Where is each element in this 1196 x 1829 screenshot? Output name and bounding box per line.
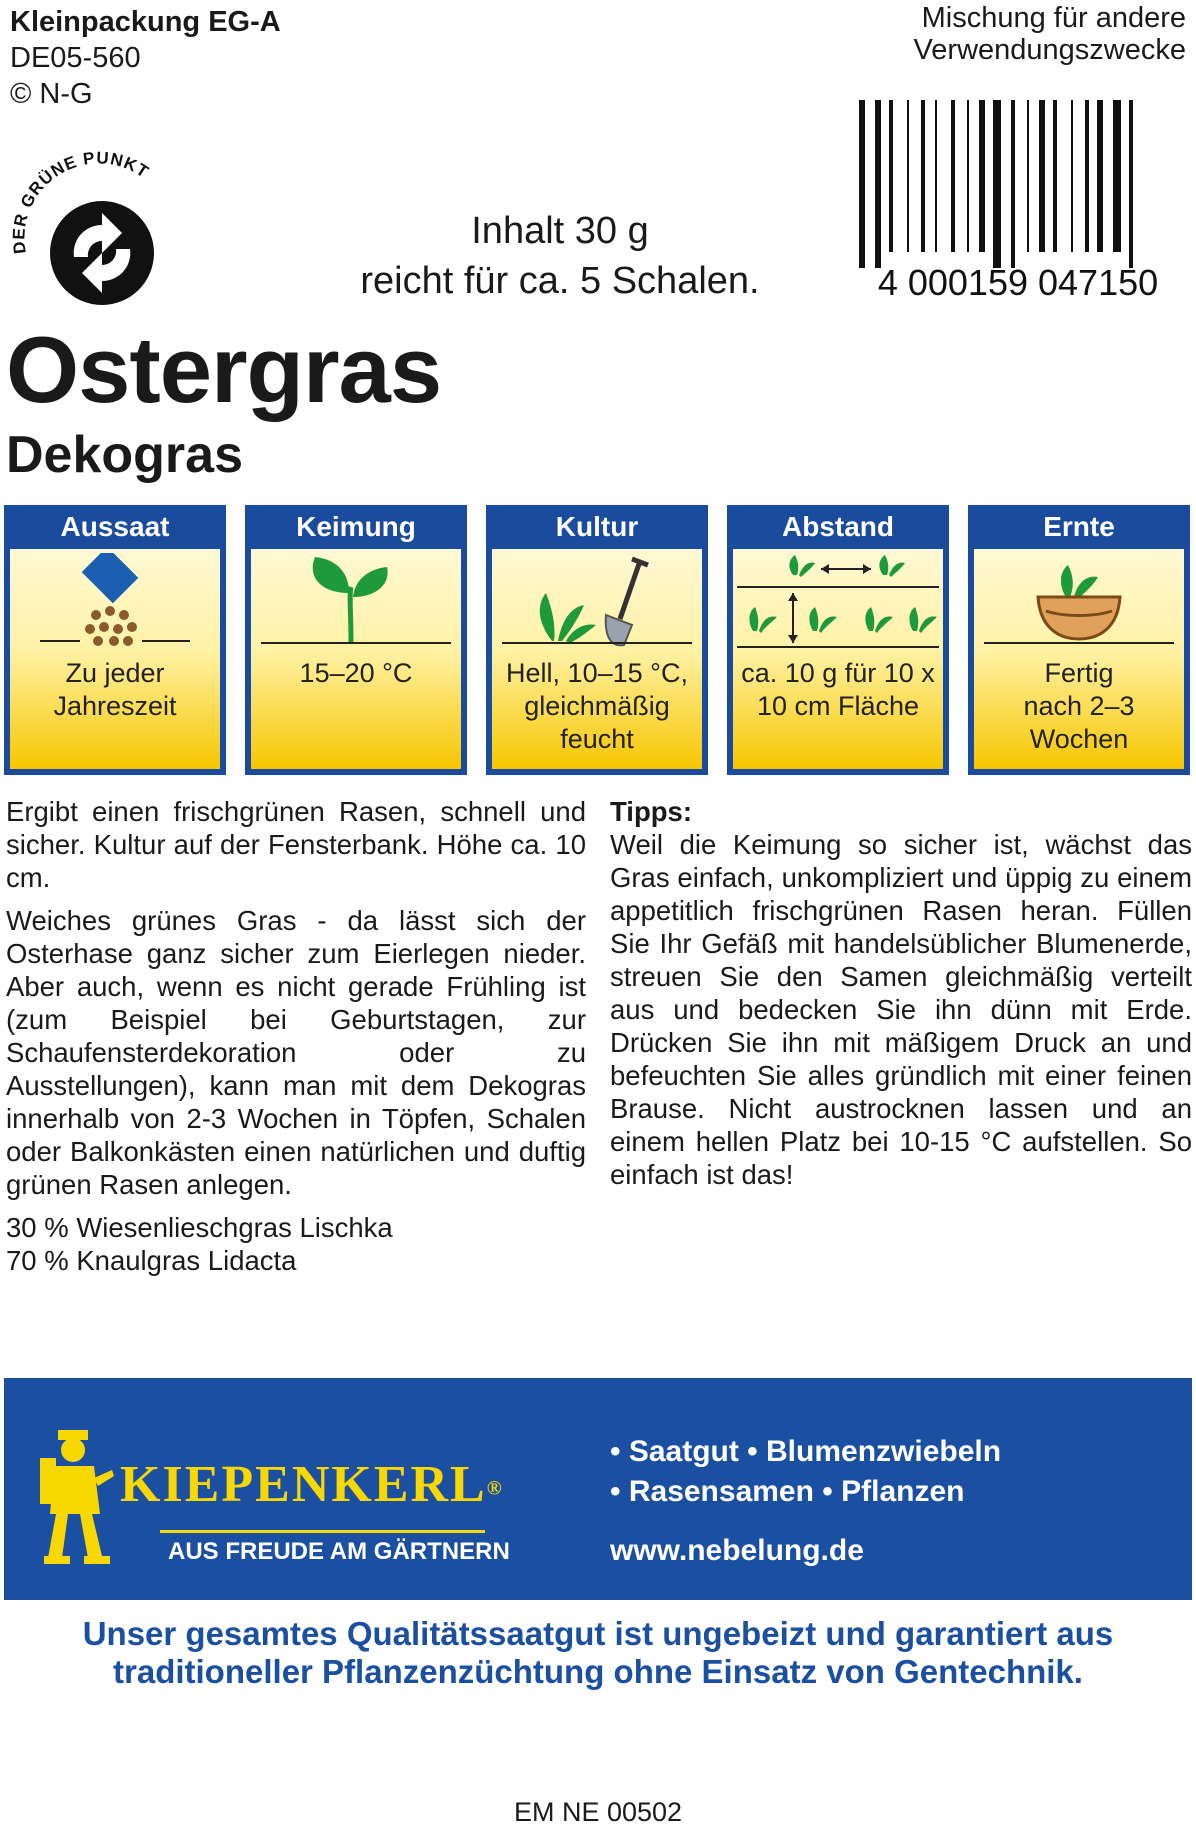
- category-line1: • Saatgut • Blumenzwiebeln: [610, 1435, 1002, 1468]
- seed-bag-icon: [10, 553, 220, 653]
- content-yield: reicht für ca. 5 Schalen.: [360, 260, 760, 302]
- info-box-head: Keimung: [245, 505, 467, 549]
- description-para2: Weiches grünes Gras - da lässt sich der Osterhase ganz sicher zum Eierlegen nieder. Aber auch, wenn es nicht gerade Frühling ist (zum Beispiel bei Geburtstagen, zur Schaufensterdekoration oder zu Ausstellungen), kann man mit dem Dekogras innerhalb von 2-3 Wochen in Töpfen, Schalen oder Balkonkästen einen natürlichen und duftig grünen Rasen anlegen.: [6, 905, 586, 1200]
- info-box-head: Kultur: [486, 505, 708, 549]
- kiepenkerl-figure-icon: [40, 1418, 120, 1568]
- quality-statement: Unser gesamtes Qualitätssaatgut ist ungebeizt und garantiert aus traditioneller Pflanzenzüchtung ohne Einsatz von Gentechnik.: [82, 1615, 1114, 1690]
- barcode-bar: [967, 100, 969, 252]
- barcode-bar: [889, 100, 893, 252]
- seed-mix-line2: 70 % Knaulgras Lidacta: [6, 1245, 297, 1276]
- footer-code: EM NE 00502: [513, 1797, 683, 1827]
- info-box-text: Zu jeder Jahreszeit: [53, 658, 177, 721]
- harvest-bowl-icon: [974, 553, 1184, 653]
- info-box-text: Fertig nach 2–3 Wochen: [1023, 658, 1135, 754]
- info-box-aussaat: [4, 505, 226, 775]
- content-info: [330, 206, 790, 306]
- info-box-ernte: [968, 505, 1190, 775]
- plant-shovel-icon: [492, 553, 702, 653]
- content-weight: Inhalt 30 g: [471, 210, 649, 252]
- barcode-bar: [859, 100, 865, 268]
- header-right: [914, 2, 1186, 66]
- barcode-bar: [1027, 100, 1029, 252]
- barcode-bar: [951, 100, 955, 252]
- barcode-bar: [1129, 100, 1133, 268]
- barcode: [853, 100, 1183, 300]
- gruener-punkt-ring-text: DER GRÜNE PUNKT: [9, 148, 153, 255]
- product-subtitle: Dekogras: [6, 426, 243, 484]
- barcode-bar: [1085, 100, 1089, 252]
- info-box-text: 15–20 °C: [299, 658, 413, 688]
- barcode-bar: [993, 100, 1001, 268]
- info-box-abstand: [727, 505, 949, 775]
- description-column: [6, 795, 586, 1211]
- barcode-bar: [1097, 100, 1103, 252]
- tips-title: Tipps:: [610, 796, 692, 827]
- barcode-bar: [1071, 100, 1073, 252]
- brand-name: KIEPENKERL®: [120, 1456, 504, 1513]
- seedling-icon: [251, 553, 461, 653]
- info-box-head: Aussaat: [4, 505, 226, 549]
- description-para1: Ergibt einen frischgrünen Rasen, schnell und sicher. Kultur auf der Fensterbank. Höhe ca. 10 cm.: [6, 796, 586, 893]
- info-box-keimung: [245, 505, 467, 775]
- tips-text: Weil die Keimung so sicher ist, wächst das Gras einfach, unkompliziert und üppig zu einem appetitlich frischgrünen Rasen heran. Füllen Sie Ihr Gefäß mit handelsüblicher Blumenerde, streuen Sie den Samen gleichmäßig verteilt aus und bedecken Sie ihn dünn mit Erde. Drücken Sie ihn mit mäßigem Druck an und befeuchten Sie alles gründlich mit einer feinen Brause. Nicht austrocknen lassen und an einem hellen Platz bei 10-15 °C aufstellen. So einfach ist das!: [610, 829, 1192, 1190]
- header-left: [10, 4, 281, 112]
- info-box-kultur: [486, 505, 708, 775]
- info-boxes: [4, 505, 1192, 775]
- spacing-icon: [733, 553, 943, 653]
- barcode-bar: [1113, 100, 1121, 252]
- info-box-head: Abstand: [727, 505, 949, 549]
- barcode-bar: [907, 100, 909, 252]
- brand-divider: [160, 1530, 485, 1533]
- product-code: DE05-560: [10, 42, 141, 74]
- product-categories: [610, 1432, 1001, 1512]
- barcode-bar: [979, 100, 985, 252]
- barcode-bar: [875, 100, 881, 268]
- website-link[interactable]: www.nebelung.de: [610, 1534, 864, 1567]
- mix-note-line1: Mischung für andere: [921, 2, 1186, 34]
- brand-slogan: AUS FREUDE AM GÄRTNERN: [168, 1538, 510, 1565]
- seed-mix-line1: 30 % Wiesenlieschgras Lischka: [6, 1212, 393, 1243]
- info-box-head: Ernte: [968, 505, 1190, 549]
- mix-note-line2: Verwendungszwecke: [913, 34, 1186, 66]
- seed-mix: [6, 1211, 393, 1277]
- pack-type: Kleinpackung EG-A: [10, 6, 281, 38]
- barcode-bar: [1053, 100, 1057, 252]
- info-box-text: Hell, 10–15 °C, gleichmäßig feucht: [506, 658, 688, 754]
- product-title: Ostergras: [6, 317, 442, 422]
- registered-mark: ®: [486, 1477, 504, 1500]
- category-line2: • Rasensamen • Pflanzen: [610, 1475, 965, 1508]
- barcode-bar: [935, 100, 937, 252]
- barcode-bar: [1011, 100, 1015, 268]
- ng-mark: © N-G: [10, 78, 93, 110]
- barcode-bar: [921, 100, 925, 252]
- barcode-number: 4 000159 047150: [877, 262, 1159, 300]
- barcode-bar: [1039, 100, 1045, 252]
- gruener-punkt-icon: [4, 135, 190, 305]
- tips-column: [610, 795, 1192, 1201]
- info-box-text: ca. 10 g für 10 x 10 cm Fläche: [741, 658, 935, 721]
